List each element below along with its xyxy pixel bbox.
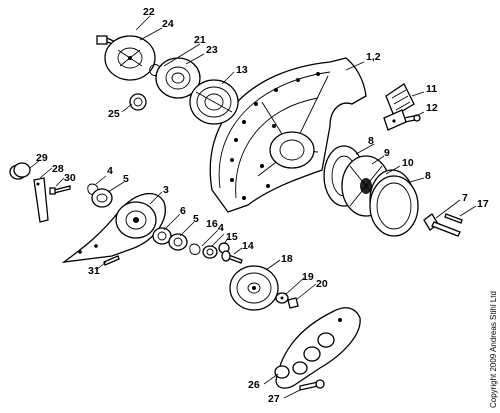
callout-24: 24 — [162, 18, 174, 30]
bearing-6 — [153, 228, 171, 244]
callout-26: 26 — [248, 379, 260, 391]
bearing-5b — [169, 234, 187, 250]
callout-10: 10 — [402, 157, 414, 169]
belt-cover — [276, 308, 360, 388]
pulley-13 — [190, 80, 238, 124]
callout-21: 21 — [194, 34, 206, 46]
bracket-plate — [384, 110, 406, 130]
cap-29 — [10, 163, 30, 179]
callout-27: 27 — [268, 393, 280, 405]
callout-28: 28 — [52, 163, 64, 175]
callout-18: 18 — [281, 253, 293, 265]
bracket-28 — [34, 178, 48, 222]
washer-19 — [276, 293, 288, 303]
knob-26 — [275, 366, 289, 378]
callout-4b: 4 — [218, 222, 224, 234]
bolt-14 — [222, 251, 242, 263]
pulley-18 — [230, 266, 278, 310]
callout-6: 6 — [180, 205, 186, 217]
callout-29: 29 — [36, 152, 48, 164]
callout-5b: 5 — [193, 213, 199, 225]
ring-8-lower — [370, 176, 418, 236]
callout-8a: 8 — [368, 135, 374, 147]
callout-4a: 4 — [107, 165, 113, 177]
callout-7: 7 — [462, 192, 468, 204]
callout-13: 13 — [236, 64, 248, 76]
callout-15: 15 — [226, 231, 238, 243]
spring-16 — [203, 246, 217, 258]
screw-30 — [50, 186, 70, 194]
pin-17 — [445, 214, 462, 223]
callout-1-2: 1,2 — [366, 51, 381, 63]
callout-16: 16 — [206, 218, 218, 230]
copyright-notice: Copyright 2009 Andreas Stihl Ltd — [489, 291, 498, 408]
callout-9: 9 — [384, 147, 390, 159]
callout-5a: 5 — [123, 173, 129, 185]
callout-25: 25 — [108, 108, 120, 120]
screw-27 — [300, 380, 324, 390]
callout-22: 22 — [143, 6, 155, 18]
callout-30: 30 — [64, 172, 76, 184]
callout-31: 31 — [88, 265, 100, 277]
pulley-disc-24 — [105, 36, 155, 80]
callout-14: 14 — [242, 240, 254, 252]
callout-12: 12 — [426, 102, 438, 114]
callout-23: 23 — [206, 44, 218, 56]
callout-19: 19 — [302, 271, 314, 283]
circlip-4b — [190, 244, 200, 255]
callout-8b: 8 — [425, 170, 431, 182]
callout-17: 17 — [477, 198, 489, 210]
callout-11: 11 — [426, 83, 438, 95]
callout-20: 20 — [316, 278, 328, 290]
callout-3: 3 — [163, 184, 169, 196]
screw-12 — [404, 115, 420, 122]
sleeve-25 — [130, 94, 146, 110]
